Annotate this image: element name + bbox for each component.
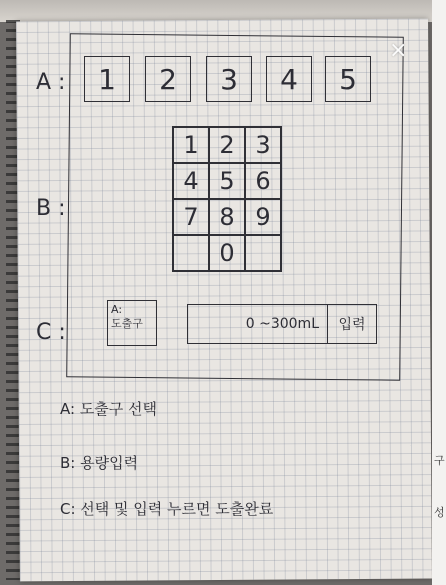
keypad-key-blank-right[interactable] — [245, 235, 281, 271]
keypad-key-0[interactable]: 0 — [209, 235, 245, 271]
outlet-button-4[interactable]: 4 — [266, 56, 312, 102]
keypad-key-3[interactable]: 3 — [245, 127, 281, 163]
keypad-key-7[interactable]: 7 — [173, 199, 209, 235]
right-edge-strip — [432, 0, 446, 585]
selected-outlet-value: 도출구 — [111, 317, 143, 331]
outlet-button-3[interactable]: 3 — [206, 56, 252, 102]
outlet-button-5[interactable]: 5 — [325, 56, 371, 102]
keypad-key-2[interactable]: 2 — [209, 127, 245, 163]
legend-item-b: B: 용량입력 — [60, 454, 139, 472]
row-label-b: B : — [36, 196, 66, 221]
side-fragment-2: 성 — [434, 506, 445, 519]
close-icon[interactable]: × — [389, 38, 408, 63]
row-label-c: C : — [36, 320, 66, 345]
side-fragment-1: 구 — [434, 454, 445, 467]
keypad-key-8[interactable]: 8 — [209, 199, 245, 235]
number-keypad — [172, 126, 282, 272]
keypad-key-9[interactable]: 9 — [245, 199, 281, 235]
keypad-key-5[interactable]: 5 — [209, 163, 245, 199]
legend-item-c: C: 선택 및 입력 누르면 도출완료 — [60, 500, 274, 518]
outlet-button-2[interactable]: 2 — [145, 56, 191, 102]
selected-outlet-title: A: — [111, 303, 123, 316]
keypad-key-blank-left[interactable] — [173, 235, 209, 271]
outlet-button-1[interactable]: 1 — [84, 56, 130, 102]
volume-display[interactable]: 0 ~300mL — [188, 305, 328, 343]
enter-button[interactable]: 입력 — [338, 317, 366, 333]
keypad-key-6[interactable]: 6 — [245, 163, 281, 199]
legend-item-a: A: 도출구 선택 — [60, 400, 158, 418]
selected-outlet-display — [107, 300, 157, 346]
volume-input-group — [187, 304, 377, 344]
keypad-key-1[interactable]: 1 — [173, 127, 209, 163]
row-label-a: A : — [36, 70, 66, 95]
keypad-key-4[interactable]: 4 — [173, 163, 209, 199]
